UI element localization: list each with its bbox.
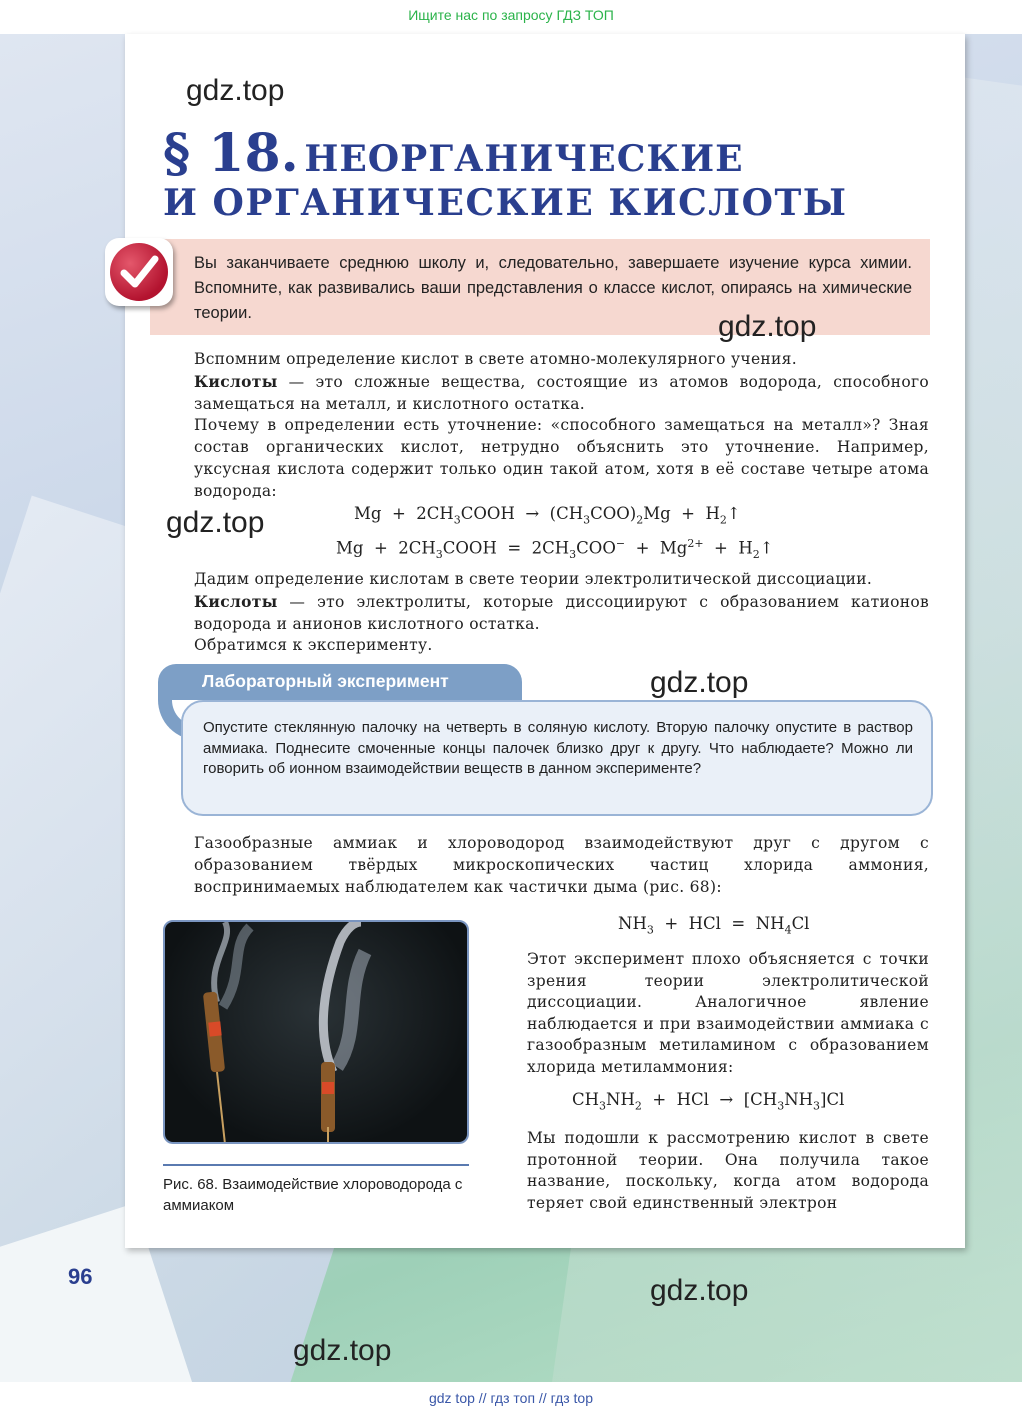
watermark: gdz.top [186, 74, 285, 107]
top-banner: Ищите нас по запросу ГДЗ ТОП [408, 7, 614, 23]
definition-paragraph [163, 371, 929, 416]
paragraph: Дадим определение кислотам в свете теории электролитической диссоциации. [194, 570, 873, 588]
paragraph-block-3 [163, 833, 929, 898]
right-column-paragraph-1 [496, 949, 929, 1079]
paragraph: Вспомним определение кислот в свете атомно-молекулярного учения. [194, 350, 797, 368]
watermark: gdz.top [293, 1334, 392, 1367]
page-number: 96 [68, 1264, 93, 1289]
section-title-line1: НЕОРГАНИЧЕСКИЕ [304, 138, 744, 180]
term: Кислоты [194, 591, 278, 611]
paragraph: Газообразные аммиак и хлороводород взаимодействуют друг с другом с образованием твёрдых микроскопических частиц хлорида аммония, воспринимаемых наблюдателем как частички дыма (рис. 68): [194, 834, 929, 896]
paragraph: Этот эксперимент плохо объясняется с точки зрения теории электролитической диссоциации. Аналогичное явление наблюдается и при взаимодействии аммиака с газообразным метиламином с образованием хлорида метиламмония: [527, 950, 929, 1076]
paragraph: Обратимся к эксперименту. [194, 636, 433, 655]
lab-box [181, 700, 933, 816]
caption-divider [163, 1164, 469, 1166]
equation-4: $CH_3NH_2$ + HCl → $[CH_3NH_3]Cl$ [572, 1090, 845, 1113]
right-column-paragraph-2 [496, 1128, 929, 1214]
watermark: gdz.top [166, 506, 265, 539]
figure-caption: Рис. 68. Взаимодействие хлороводорода с аммиаком [163, 1176, 463, 1214]
footer-links[interactable]: gdz top // гдз топ // гдз top [0, 1382, 1022, 1416]
lab-tab [158, 664, 522, 700]
watermark: gdz.top [718, 310, 817, 343]
paragraph: Мы подошли к рассмотрению кислот в свете протонной теории. Она получила такое название, поскольку, когда атом водорода теряет свой единственный электрон [527, 1129, 929, 1212]
figure-photo [163, 920, 469, 1144]
definition-paragraph [163, 591, 929, 636]
equation-3: $NH_3$ + HCl = $NH_4Cl$ [618, 914, 810, 937]
section-title-line2: И ОРГАНИЧЕСКИЕ КИСЛОТЫ [163, 182, 848, 224]
paragraph: Почему в определении есть уточнение: «способного замещаться на металл»? Зная состав органических кислот, нетрудно объяснить это уточнение. Например, уксусная кислота содержит только один такой атом, хотя в её составе четыре атома водорода: [194, 416, 929, 500]
term: Кислоты [194, 371, 278, 391]
intro-text: Вы заканчиваете среднюю школу и, следовательно, завершаете изучение курса химии. Вспомните, как развивались ваши представления о классе кислот, опираясь на химические теории. [194, 254, 912, 322]
paragraph-block-1 [163, 349, 929, 503]
watermark: gdz.top [650, 1274, 749, 1307]
definition-text: — это сложные вещества, состоящие из атомов водорода, способного замещаться на металл, и кислотного остатка. [194, 372, 929, 413]
watermark: gdz.top [650, 666, 749, 699]
lab-text: Опустите стеклянную палочку на четверть в соляную кислоту. Вторую палочку опустите в раствор аммиака. Поднесите смоченные концы палочек близко друг к другу. Что наблюдаете? Можно ли говорить об ионном взаимодействии веществ в данном эксперименте? [203, 719, 913, 777]
definition-text: — это электролиты, которые диссоциируют с образованием катионов водорода и анионов кислотного остатка. [194, 592, 929, 633]
lab-title: Лабораторный эксперимент [202, 671, 449, 691]
equation-2: $Mg + 2CH_3COOH = 2CH_3COO^- + Mg^{2+}$ + $H_2↑$ [336, 537, 774, 561]
equation-1: $Mg + 2CH_3COOH \to (CH_3COO)_2Mg$ + $H_2↑$ [354, 504, 741, 527]
section-title [163, 123, 744, 184]
section-number: § 18. [163, 123, 299, 184]
checkmark-icon [105, 238, 173, 306]
paragraph-block-2 [163, 569, 929, 657]
